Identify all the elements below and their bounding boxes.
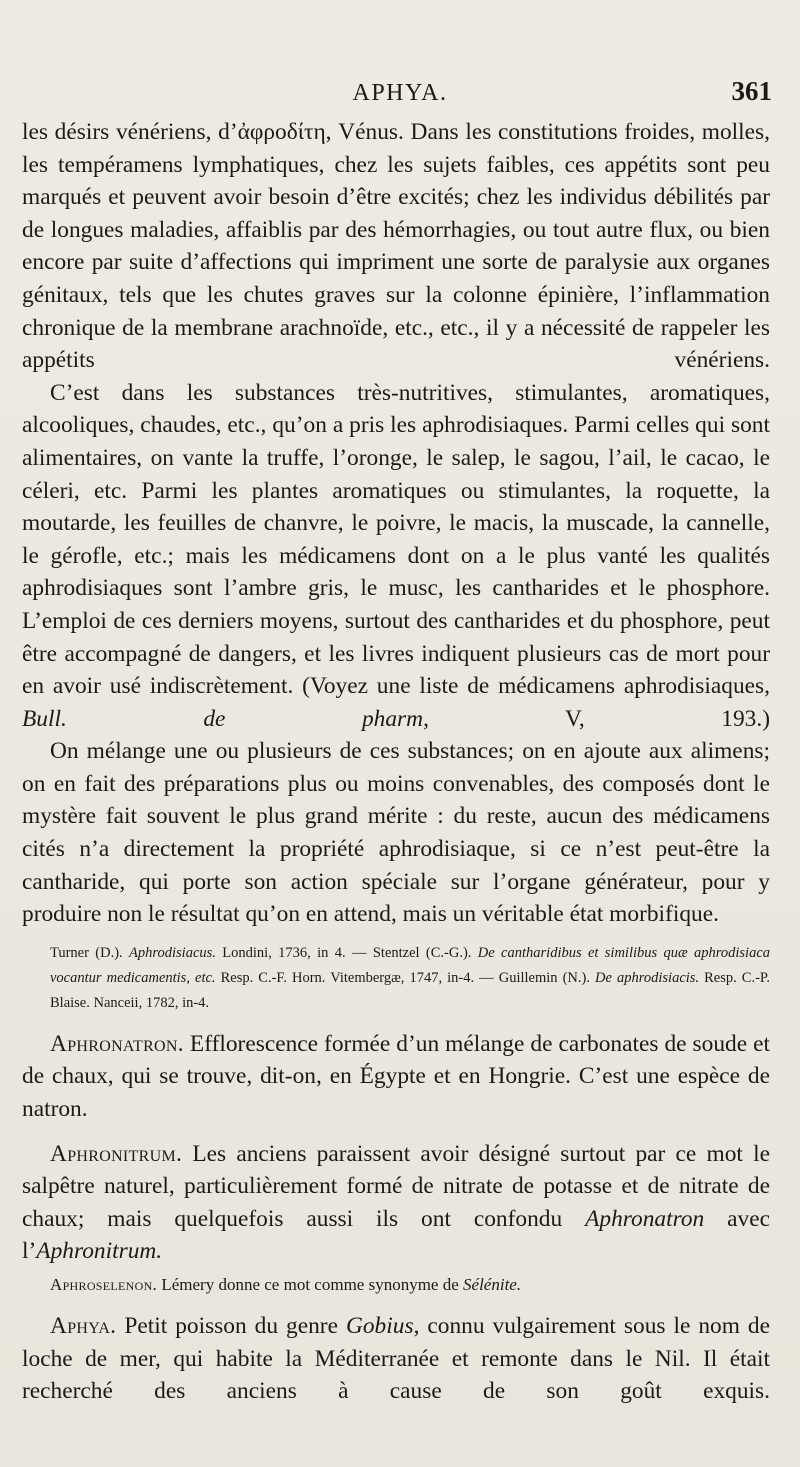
paragraph-substances-text: C’est dans les substances très-nutritives, stimulantes, aromatiques, alcooliques, chaudes, etc., qu’on a pris les aphrodisiaques. Parmi celles qui sont alimentaires, on vante la truffe, l’oronge, le salep, le sagou, l’ail, le cacao, le céleri, etc. Parmi les plantes aromatiques ou stimulantes, la roquette, la moutarde, les feuilles de chanvre, le poivre, le macis, la muscade, la cannelle, le gérofle, etc.; mais les médicamens dont on a le plus vanté les qualités aphrodisiaques sont l’ambre gris, le musc, les cantharides et le phosphore. L’emploi de ces derniers moyens, surtout des cantharides et du phosphore, peut être accompagné de dangers, et les livres indiquent plusieurs cas de mort pour en avoir usé indiscrètement. (Voyez une liste de médicamens aphrodisiaques, [22, 379, 770, 700]
ref-stentzel-title: De cantharidibus et similibus quæ aphrodisiaca vocantur medicamentis, etc. [50, 944, 771, 986]
running-header [0, 76, 800, 110]
page-body [22, 116, 770, 1408]
ref-turner-author: Turner (D.). [50, 944, 123, 961]
ref-stentzel-tail: Resp. C.-F. Horn. Vitembergæ, 1747, in-4. — Guillemin (N.). [220, 969, 590, 986]
entry-aphroselenon-text: Lémery donne ce mot comme synonyme de [161, 1275, 459, 1294]
entry-aphronitrum-headword: Aphronitrum. [50, 1140, 183, 1167]
entry-aphroselenon-headword: Aphroselenon. [50, 1275, 158, 1294]
entry-aphya-genus: Gobius [345, 1313, 414, 1339]
entry-aphronatron [22, 1028, 770, 1126]
ref-guillemin-title: De aphrodisiacis. [595, 969, 700, 986]
entry-aphronitrum-mid: avec l’ [22, 1205, 770, 1265]
entry-aphronatron-headword: Aphronatron. [50, 1030, 184, 1057]
entry-aphronitrum-term-2: Aphronitrum. [36, 1238, 163, 1265]
paragraph-substances [22, 377, 770, 736]
ref-turner-tail: Londini, 1736, in 4. — Stentzel (C.-G.). [222, 944, 472, 961]
entry-aphronatron-text: Efflorescence formée d’un mélange de carbonates de soude et de chaux, qui se trouve, dit-on, en Égypte et en Hongrie. C’est une espèce de natron. [22, 1030, 770, 1123]
entry-aphronitrum-text: Les anciens paraissent avoir désigné surtout par ce mot le salpêtre naturel, particulièrement formé de nitrate de potasse et de nitrate de chaux; mais quelquefois aussi ils ont confondu [22, 1140, 770, 1232]
paragraph-melange: On mélange une ou plusieurs de ces substances; on en ajoute aux alimens; on en fait des préparations plus ou moins convenables, des composés dont le mystère fait souvent le plus grand mérite : du reste, aucun des médicamens cités n’a directement la propriété aphrodisiaque, si ce n’est peut-être la cantharide, qui porte son action spéciale sur l’organe générateur, pour y produire non le résultat qu’on en attend, mais un véritable état morbifique. [22, 738, 770, 928]
entry-aphya-headword: Aphya. [50, 1313, 117, 1339]
bibliography-references [50, 941, 770, 1016]
page-number: 361 [731, 76, 772, 106]
entry-aphronitrum-term-1: Aphronatron [585, 1205, 705, 1232]
entry-aphya-text-1: Petit poisson du genre [124, 1313, 338, 1339]
running-title: APHYA. [352, 80, 448, 106]
entry-aphronitrum [22, 1138, 770, 1268]
entry-aphroselenon [50, 1272, 770, 1298]
entry-aphya [22, 1310, 770, 1408]
entry-aphroselenon-term: Sélénite. [463, 1275, 522, 1294]
bull-pharm-tail: , V, 193.) [423, 705, 770, 732]
paragraph-desirs-veneriens: les désirs vénériens, d’ἀφροδίτη, Vénus. Dans les constitutions froides, molles, les tempéramens lymphatiques, chez les sujets faibles, ces appétits sont peu marqués et peuvent avoir besoin d’être excités; chez les individus débilités par de longues maladies, affaiblis par des hémorrhagies, ou tout autre flux, ou bien encore par suite d’affections qui impriment une sorte de paralysie aux organes génitaux, tels que les chutes graves sur la colonne épinière, l’inflammation chronique de la membrane arachnoïde, etc., etc., il y a nécessité de rappeler les appétits vénériens. [22, 119, 770, 374]
ref-guillemin-tail: Resp. C.-P. Blaise. Nanceii, 1782, in-4. [50, 969, 771, 1011]
ref-turner-title: Aphrodisiacus. [129, 944, 216, 961]
bull-pharm-reference: Bull. de pharm [22, 705, 424, 732]
entry-aphya-text-2: , connu vulgairement sous le nom de loche de mer, qui habite la Méditerranée et remonte dans le Nil. Il était recherché des anciens à cause de son goût exquis. [22, 1313, 770, 1405]
